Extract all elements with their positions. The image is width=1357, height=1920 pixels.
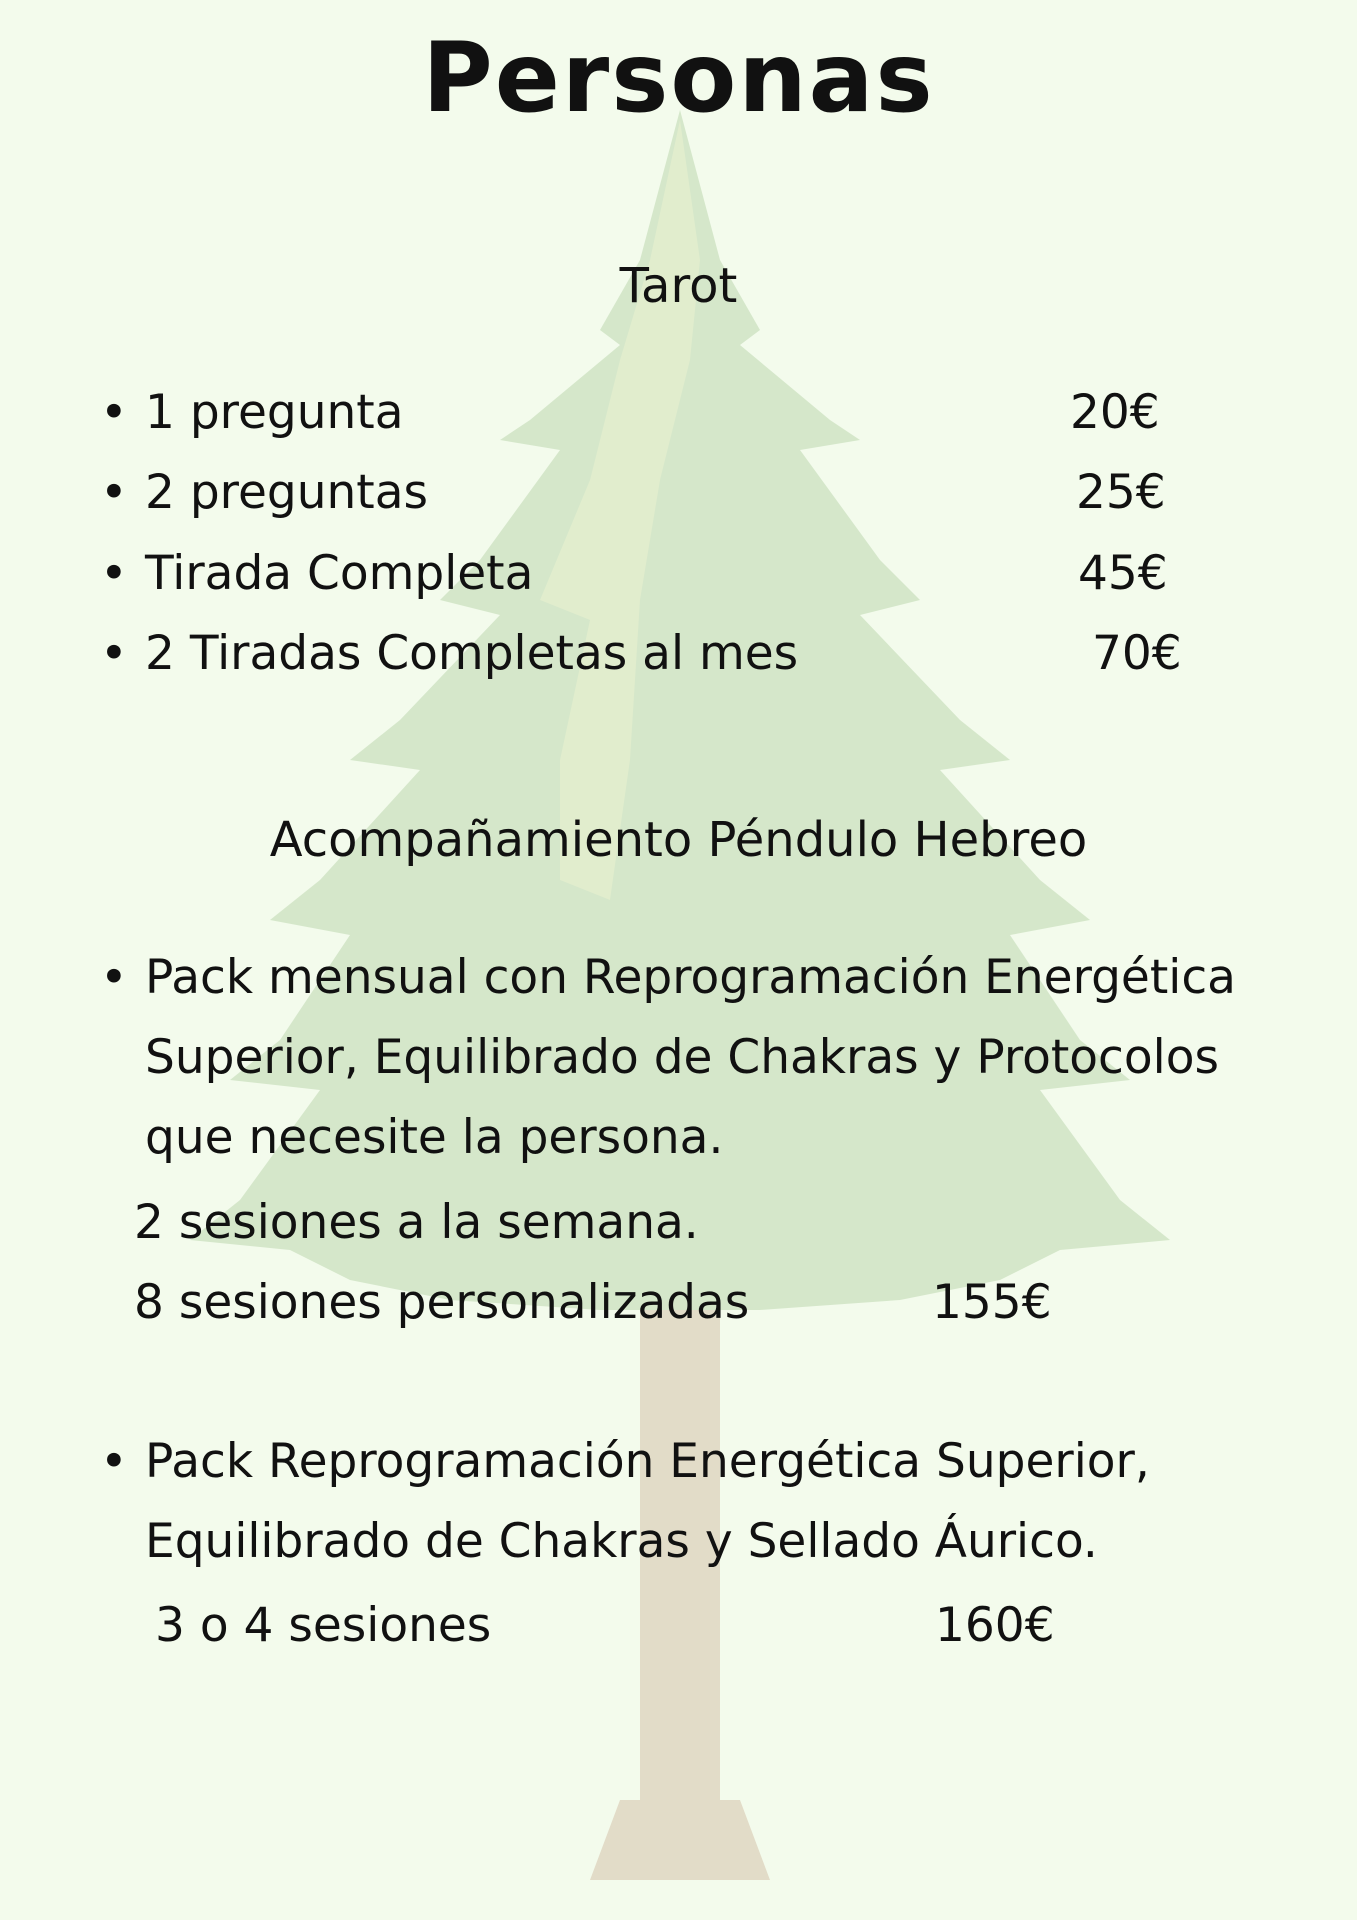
list-item (100, 546, 533, 601)
pack-mensual-sessions-total: 8 sesiones personalizadas (134, 1275, 750, 1330)
item-price: 45€ (1078, 546, 1168, 601)
bullet-icon: • (100, 546, 128, 601)
bullet-icon: • (100, 385, 128, 440)
item-price: 20€ (1070, 385, 1160, 440)
list-item (100, 626, 798, 681)
pack-mensual-price: 155€ (932, 1275, 1052, 1330)
bullet-icon: • (100, 465, 128, 520)
bullet-icon: • (100, 950, 128, 1005)
list-item (100, 465, 428, 520)
pack-mensual-description: Pack mensual con Reprogramación Energética Superior, Equilibrado de Chakras y Protocolos que necesite la persona. (145, 950, 1236, 1165)
item-price: 70€ (1092, 626, 1182, 681)
pack-reprogramacion-price: 160€ (935, 1598, 1055, 1653)
item-price: 25€ (1076, 465, 1166, 520)
page-title: Personas (422, 22, 935, 134)
pack-mensual-item (100, 938, 1320, 1178)
tree-trunk (640, 1300, 720, 1880)
pack-mensual-sessions-week: 2 sesiones a la semana. (134, 1195, 699, 1250)
pack-reprogramacion-description: Pack Reprogramación Energética Superior, Equilibrado de Chakras y Sellado Áurico. (145, 1434, 1150, 1569)
item-label: 2 Tiradas Completas al mes (145, 626, 799, 681)
item-label: 1 pregunta (145, 385, 404, 440)
item-label: 2 preguntas (145, 465, 429, 520)
bullet-icon: • (100, 1434, 128, 1489)
list-item (100, 385, 404, 440)
item-label: Tirada Completa (145, 546, 534, 601)
pack-reprogramacion-sessions: 3 o 4 sesiones (155, 1598, 492, 1653)
pack-reprogramacion-item (100, 1422, 1250, 1582)
bullet-icon: • (100, 626, 128, 681)
pendulo-heading: Acompañamiento Péndulo Hebreo (269, 812, 1088, 868)
tree-trunk-base (590, 1800, 770, 1880)
tarot-heading: Tarot (619, 258, 738, 314)
